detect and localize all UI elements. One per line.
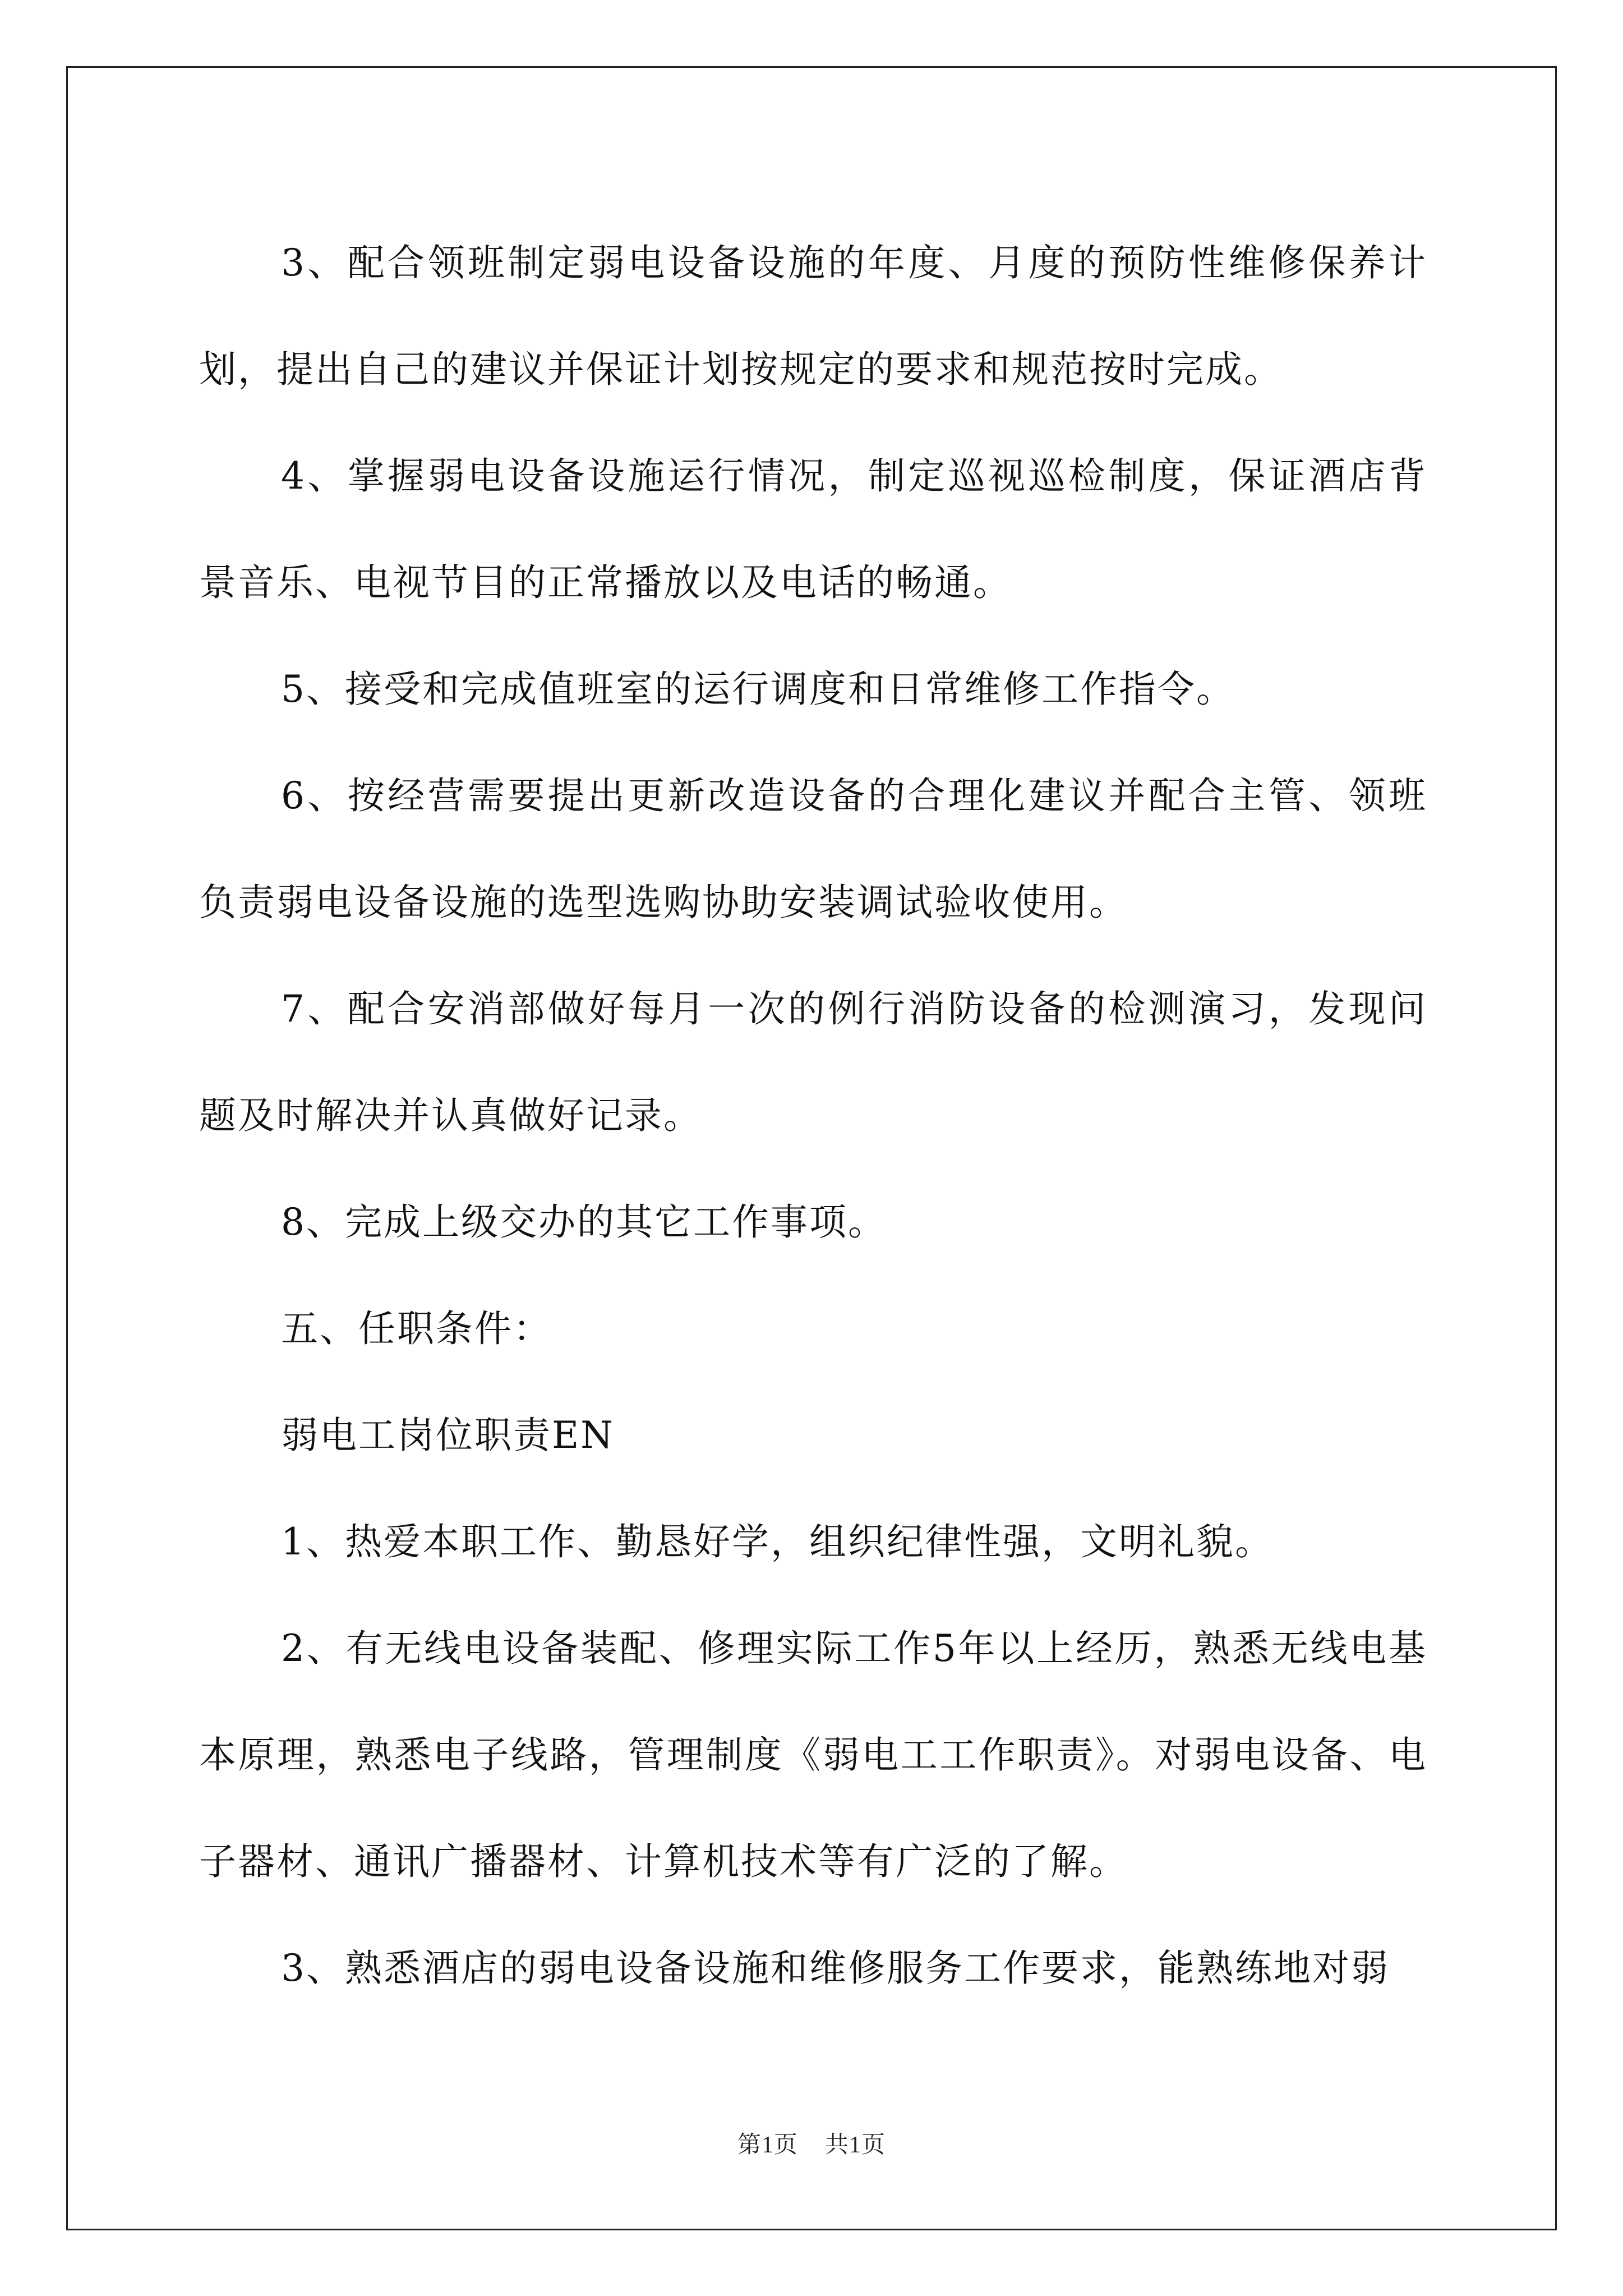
section-heading: 五、任职条件： xyxy=(281,1307,552,1350)
document-body xyxy=(199,210,1427,2022)
page-footer xyxy=(0,2126,1623,2160)
paragraph: 4、掌握弱电设备设施运行情况，制定巡视巡检制度，保证酒店背景音乐、电视节目的正常播放以及电话的畅通。 xyxy=(199,454,1427,604)
paragraph: 5、接受和完成值班室的运行调度和日常维修工作指令。 xyxy=(281,668,1235,711)
paragraph: 1、热爱本职工作、勤恳好学，组织纪律性强，文明礼貌。 xyxy=(281,1520,1274,1563)
paragraph: 7、配合安消部做好每月一次的例行消防设备的检测演习，发现问题及时解决并认真做好记录。 xyxy=(199,987,1427,1137)
page-total: 共1页 xyxy=(825,2132,886,2158)
paragraph: 8、完成上级交办的其它工作事项。 xyxy=(281,1200,887,1244)
paragraph: 3、熟悉酒店的弱电设备设施和维修服务工作要求，能熟练地对弱 xyxy=(281,1947,1390,1990)
paragraph: 2、有无线电设备装配、修理实际工作5年以上经历，熟悉无线电基本原理，熟悉电子线路，管理制度《弱电工工作职责》。对弱电设备、电子器材、通讯广播器材、计算机技术等有广泛的了解。 xyxy=(199,1627,1427,1883)
paragraph: 6、按经营需要提出更新改造设备的合理化建议并配合主管、领班负责弱电设备设施的选型选购协助安装调试验收使用。 xyxy=(199,774,1427,924)
subheading: 弱电工岗位职责EN xyxy=(281,1414,615,1457)
paragraph: 3、配合领班制定弱电设备设施的年度、月度的预防性维修保养计划，提出自己的建议并保证计划按规定的要求和规范按时完成。 xyxy=(199,241,1427,391)
page-number: 第1页 xyxy=(737,2132,798,2158)
